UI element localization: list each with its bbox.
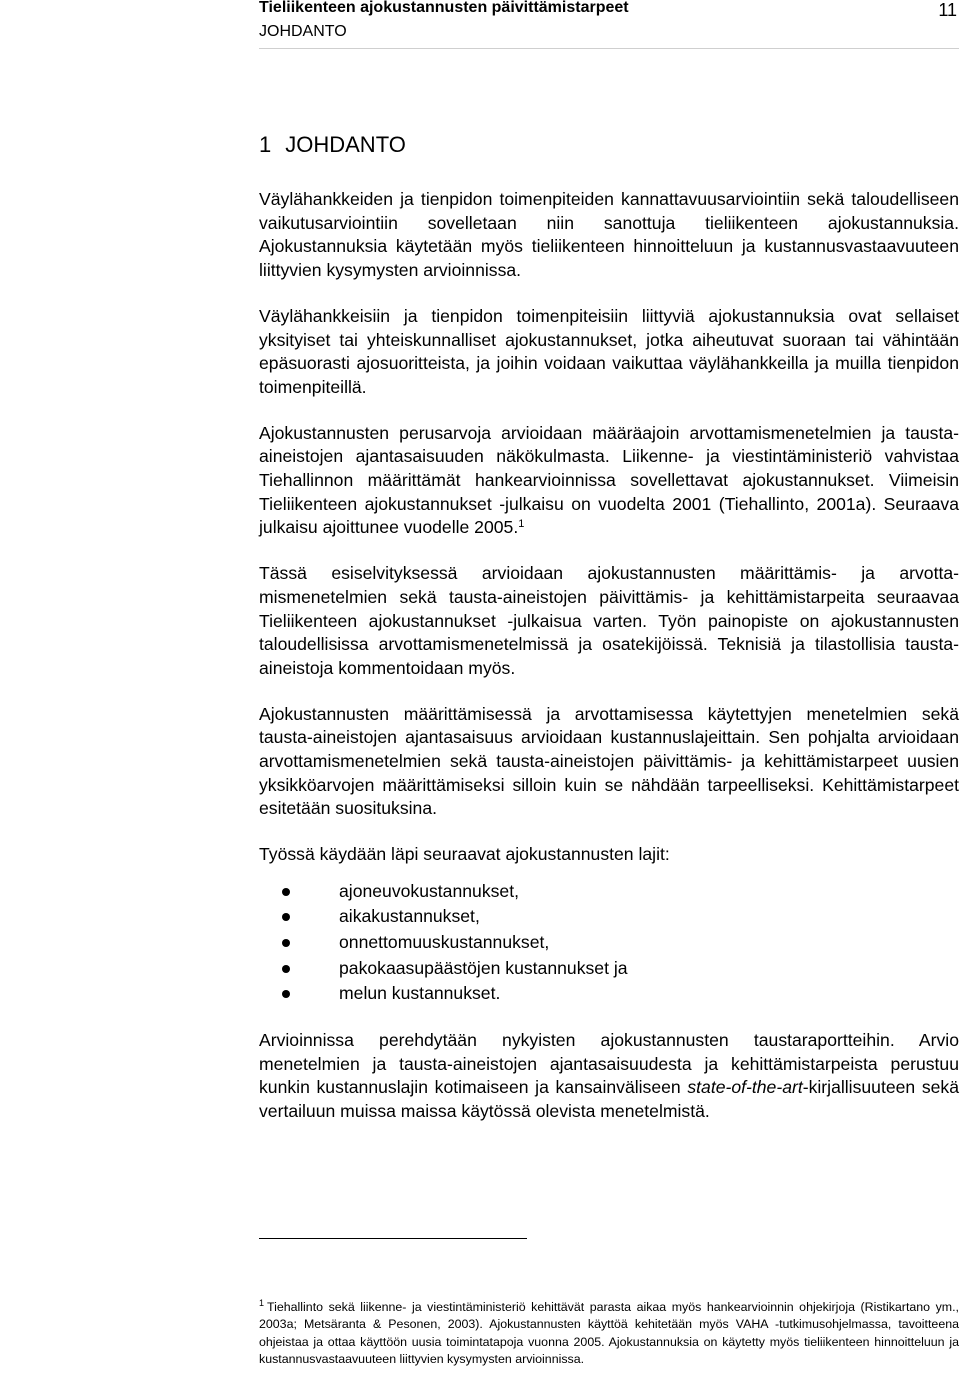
list-item-text: aikakustannukset, bbox=[339, 906, 480, 927]
italic-term: state-of-the-art bbox=[687, 1077, 803, 1098]
list-item bbox=[259, 879, 959, 905]
bullet-icon bbox=[282, 965, 290, 973]
list-item bbox=[259, 956, 959, 982]
footnote-reference[interactable]: 1 bbox=[518, 518, 525, 531]
chapter-title: JOHDANTO bbox=[285, 132, 406, 157]
bullet-icon bbox=[282, 939, 290, 947]
bullet-icon bbox=[282, 913, 290, 921]
list-item-text: onnettomuuskustannukset, bbox=[339, 932, 550, 953]
list-item-text: melun kustannukset. bbox=[339, 983, 501, 1004]
footnote-separator bbox=[259, 1238, 527, 1239]
list-item bbox=[259, 930, 959, 956]
paragraph-7-text-start: Arvioinnissa perehdytään nykyisten ajokustannusten taustaraportteihin. Arvio menetelmien ja tausta-aineistojen ajantasaisuudesta ja kehittämistarpeista perustuu kunkin kustannuslajin kotimaiseen ja kansainväliseen bbox=[259, 1029, 959, 1098]
cost-types-list bbox=[259, 879, 959, 1007]
paragraph-7-text-end: -kirjallisuuteen sekä vertailuun muissa maissa käytössä olevista menetelmistä. bbox=[259, 1077, 959, 1121]
bullet-icon bbox=[282, 990, 290, 998]
cost-types-intro: Työssä käydään läpi seuraavat ajokustannusten lajit: bbox=[259, 844, 670, 865]
chapter-heading bbox=[259, 130, 959, 160]
paragraph-7 bbox=[259, 1029, 959, 1124]
chapter-number: 1 bbox=[259, 132, 272, 157]
footnote-text: Tiehallinto sekä liikenne- ja viestintäministeriö kehittävät parasta aikaa myös hankearvioinnin ohjekirjoja (Ristikartano ym., 2003a; Metsäranta & Pesonen, 2003). Ajokustannusten käyttöä kehitetään myös VAHA -tutkimusohjelmassa, tavoitteena ohjeistaa ja ottaa käyttöön uusia toimintatapoja vuonna 2005. Ajokustannuksia on käytetty myös tieliikenteen hinnoitteluun ja kustannusvastaavuuteen liittyvien kysymysten arvioinnissa. bbox=[259, 1300, 959, 1367]
page-number: 11 bbox=[938, 0, 957, 20]
header-section: JOHDANTO bbox=[259, 23, 347, 40]
footnote bbox=[259, 1299, 959, 1369]
list-item-text: pakokaasupäästöjen kustannukset ja bbox=[339, 957, 628, 978]
header-divider bbox=[259, 48, 959, 49]
paragraph-1: Väylähankkeiden ja tienpidon toimenpiteiden kannattavuusarviointiin sekä taloudelliseen vaikutusarviointiin sovelletaan niin sanottuja tieliikenteen ajokustannuksia. Ajokustannuksia käytetään myös tieliikenteen hinnoitteluun ja kustannusvastaavuuteen liittyvien kysymysten arvioinnissa. bbox=[259, 189, 959, 281]
list-item bbox=[259, 904, 959, 930]
main-content bbox=[259, 130, 959, 1146]
paragraph-5: Ajokustannusten määrittämisessä ja arvottamisessa käytettyjen menetelmien sekä tausta-aineistojen ajantasaisuus arvioidaan kustannuslajeittain. Sen pohjalta arvioidaan arvottamismenetelmien sekä tausta-aineistojen päivittämis- ja kehittämistarpeet uusien yksikköarvojen määrittämiseksi silloin kuin se nähdään tarpeelliseksi. Kehittämistarpeet esitetään suosituksina. bbox=[259, 703, 959, 819]
paragraph-4: Tässä esiselvityksessä arvioidaan ajokustannusten määrittämis- ja arvottamismenetelmien sekä tausta-aineistojen päivittämis- ja kehittämistarpeita seuraavaa Tieliikenteen ajokustannukset -julkaisua varten. Työn painopiste on ajokustannusten taloudellisissa arvottamismenetelmissä ja osatekijöissä. Teknisiä ja tilastollisia tausta-aineistoja kommentoidaan myös. bbox=[259, 563, 959, 678]
bullet-icon bbox=[282, 888, 290, 896]
running-header bbox=[259, 0, 959, 50]
header-title: Tieliikenteen ajokustannusten päivittämistarpeet bbox=[259, 0, 629, 16]
paragraph-2: Väylähankkeisiin ja tienpidon toimenpiteisiin liittyviä ajokustannuksia ovat sellaiset yksityiset tai yhteiskunnalliset ajokustannukset, jotka aiheutuvat suoraan tai vähintään epäsuorasti ajosuoritteista, ja joihin voidaan vaikuttaa väylähankkeilla ja muilla tienpidon toimenpiteillä. bbox=[259, 305, 959, 397]
footnote-area bbox=[259, 1238, 959, 1369]
list-item bbox=[259, 981, 959, 1007]
footnote-number: 1 bbox=[259, 1298, 265, 1308]
paragraph-3-text: Ajokustannusten perusarvoja arvioidaan määräajoin arvottamismenetelmien ja tausta-aineistojen ajantasaisuuden näkökulmasta. Liikenne- ja viestintäministeriö vahvistaa Tiehallinnon määrittämät hankearvioinnissa sovellettavat ajokustannukset. Viimeisin Tieliikenteen ajokustannukset -julkaisu on vuodelta 2001 (Tiehallinto, 2001a). Seuraava julkaisu ajoittunee vuodelle 2005. bbox=[259, 422, 959, 538]
list-item-text: ajoneuvokustannukset, bbox=[339, 880, 519, 901]
paragraph-3 bbox=[259, 422, 959, 541]
